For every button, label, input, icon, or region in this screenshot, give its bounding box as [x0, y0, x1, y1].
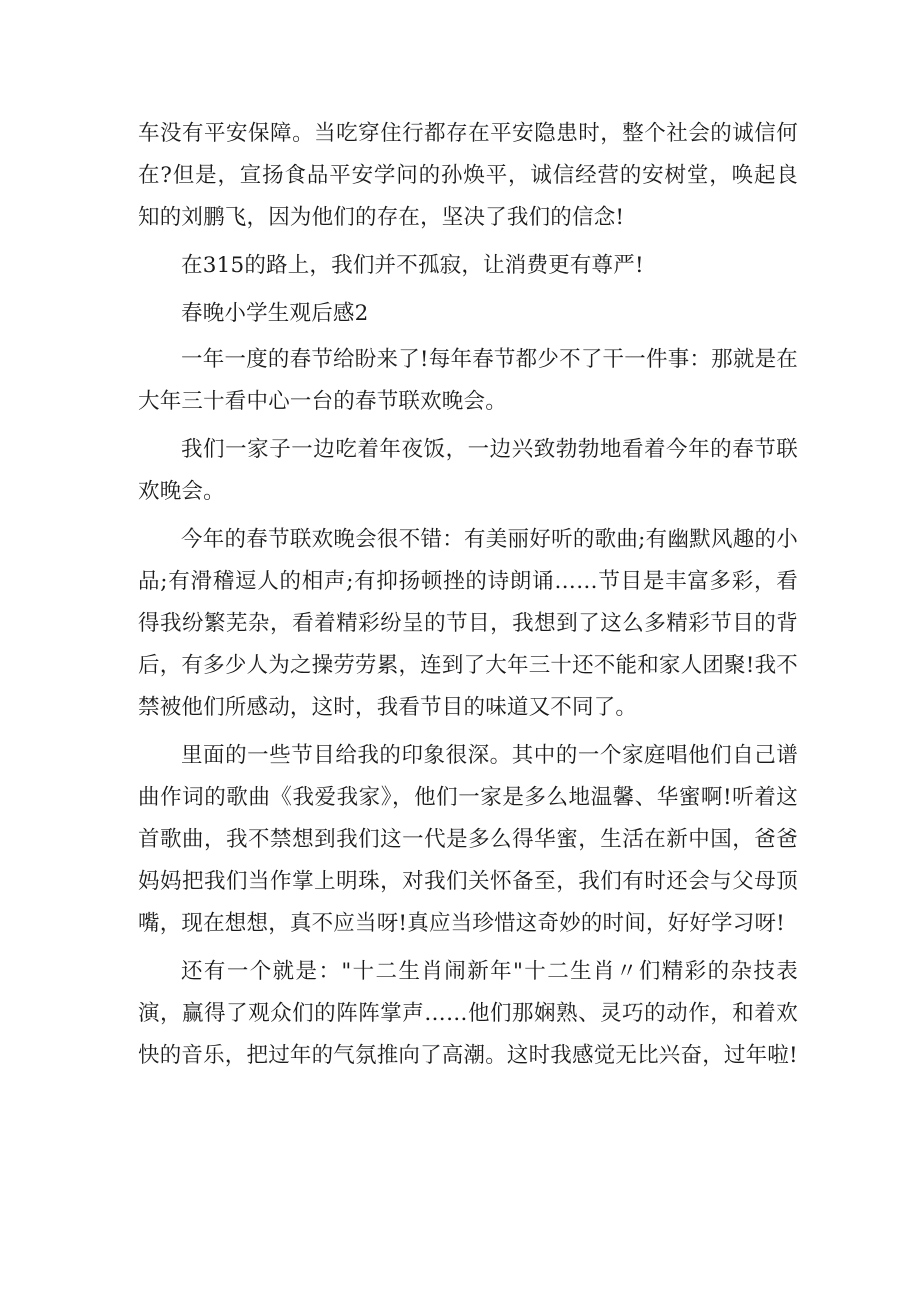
paragraph-5: 今年的春节联欢晚会很不错：有美丽好听的歌曲;有幽默风趣的小品;有滑稽逗人的相声;有抑扬顿挫的诗朗诵……节目是丰富多彩，看得我纷繁芜杂，看着精彩纷呈的节目，我想到了这么多精彩节目的背后，有多少人为之操劳劳累，连到了大年三十还不能和家人团聚!我不禁被他们所感动，这时，我看节目的味道又不同了。	[138, 527, 798, 720]
paragraph-7: 还有一个就是："十二生肖闹新年"十二生肖〃们精彩的杂技表演，赢得了观众们的阵阵掌声……他们那娴熟、灵巧的动作，和着欢快的音乐，把过年的气氛推向了高潮。这时我感觉无比兴奋，过年啦!	[138, 959, 798, 1068]
section-heading: 春晚小学生观后感2	[181, 301, 369, 326]
paragraph-1: 车没有平安保障。当吃穿住行都存在平安隐患时，整个社会的诚信何在?但是，宣扬食品平安学问的孙焕平，诚信经营的安树堂，唤起良知的刘鹏飞，因为他们的存在，坚决了我们的信念!	[138, 121, 798, 230]
document-body	[138, 113, 798, 1083]
paragraph-2: 在315的路上，我们并不孤寂，让消费更有尊严!	[181, 253, 644, 278]
paragraph-4: 我们一家子一边吃着年夜饭，一边兴致勃勃地看着今年的春节联欢晚会。	[138, 437, 798, 504]
paragraph-3: 一年一度的春节给盼来了!每年春节都少不了干一件事：那就是在大年三十看中心一台的春节联欢晚会。	[138, 347, 798, 414]
paragraph-6: 里面的一些节目给我的印象很深。其中的一个家庭唱他们自己谱曲作词的歌曲《我爱我家》，他们一家是多么地温馨、华蜜啊!听着这首歌曲，我不禁想到我们这一代是多么得华蜜，生活在新中国，爸爸妈妈把我们当作掌上明珠，对我们关怀备至，我们有时还会与父母顶嘴，现在想想，真不应当呀!真应当珍惜这奇妙的时间，好好学习呀!	[138, 743, 798, 936]
